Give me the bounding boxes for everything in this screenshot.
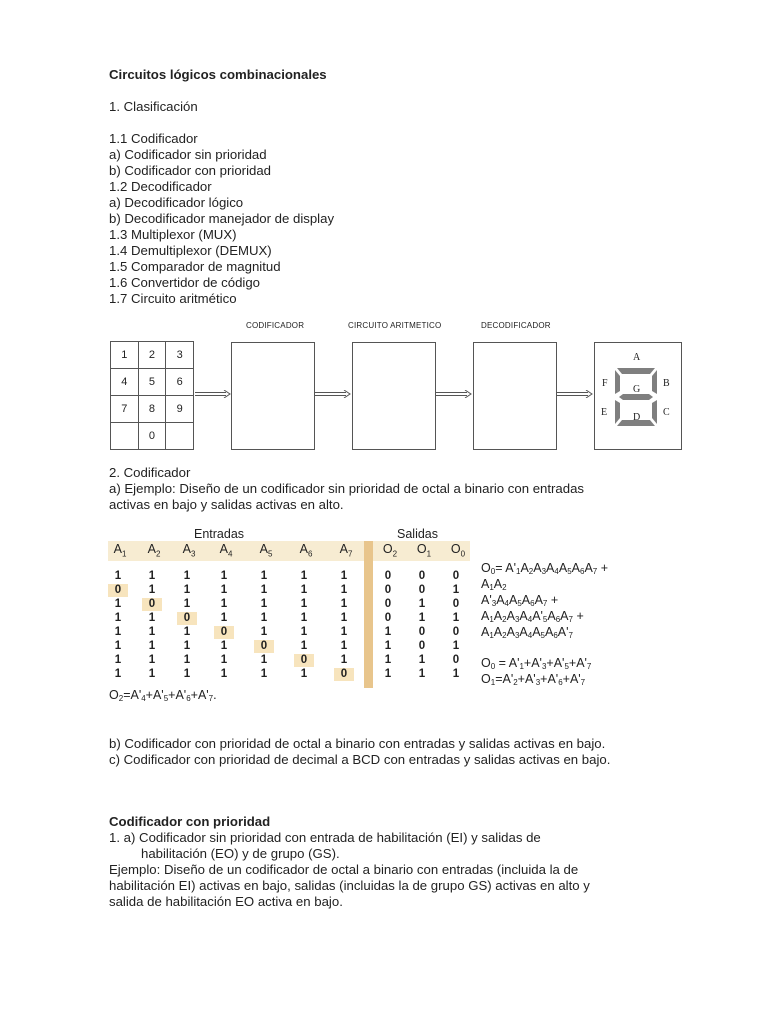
truth-table-header: $O_1$	[416, 542, 432, 559]
section-heading-clasificacion: 1. Clasificación	[109, 99, 198, 114]
truth-table-cell: 1	[114, 570, 122, 582]
truth-table-cell: 0	[108, 584, 128, 597]
circuito-aritmetico-block	[352, 342, 436, 450]
truth-table-cell: 1	[384, 640, 392, 652]
truth-table-cell: 1	[183, 668, 191, 680]
label-circuito-aritmetico: CIRCUITO ARITMETICO	[348, 321, 442, 330]
truth-table-cell: 1	[114, 626, 122, 638]
classification-item: 1.4 Demultiplexor (DEMUX)	[109, 243, 272, 258]
truth-table-cell: 1	[220, 570, 228, 582]
priority-item-line: habilitación (EO) y de grupo (GS).	[141, 846, 340, 861]
priority-item-line: 1. a) Codificador sin prioridad con entrada de habilitación (EI) y salidas de	[109, 830, 541, 845]
truth-table-cell: 1	[340, 640, 348, 652]
equation-line: $A_1A_2$	[481, 577, 507, 592]
keypad-key: 1	[111, 342, 139, 369]
section-heading-codificador: 2. Codificador	[109, 465, 191, 480]
truth-table-cell: 0	[384, 612, 392, 624]
segment-label-d: D	[633, 412, 641, 423]
arrow-icon	[195, 390, 231, 398]
truth-table-cell: 1	[114, 668, 122, 680]
truth-table-cell: 1	[148, 612, 156, 624]
decodificador-block	[473, 342, 557, 450]
truth-table-cell: 1	[340, 570, 348, 582]
truth-table-cell: 1	[148, 570, 156, 582]
truth-table-header: $A_6$	[299, 542, 313, 559]
truth-table-cell: 1	[183, 598, 191, 610]
label-codificador: CODIFICADOR	[246, 321, 305, 330]
classification-item: 1.1 Codificador	[109, 131, 198, 146]
outputs-title: Salidas	[397, 527, 438, 541]
truth-table-cell: 0	[334, 668, 354, 681]
truth-table-cell: 1	[452, 640, 460, 652]
equation-line: $A_1A_2A_3A_4A'_5A_6A_7$ +	[481, 609, 584, 624]
truth-table-cell: 0	[452, 626, 460, 638]
classification-item: 1.5 Comparador de magnitud	[109, 259, 281, 274]
truth-table-cell: 1	[148, 584, 156, 596]
priority-line-c: c) Codificador con prioridad de decimal a BCD con entradas y salidas activas en bajo.	[109, 752, 611, 767]
truth-table-cell: 1	[260, 626, 268, 638]
truth-table-cell: 0	[214, 626, 234, 639]
segment-label-b: B	[663, 378, 670, 389]
truth-table-cell: 1	[183, 626, 191, 638]
truth-table-cell: 0	[384, 570, 392, 582]
truth-table-cell: 1	[183, 584, 191, 596]
truth-table-cell: 1	[418, 598, 426, 610]
classification-item: a) Decodificador lógico	[109, 195, 244, 210]
example-text-line: a) Ejemplo: Diseño de un codificador sin prioridad de octal a binario con entradas	[109, 481, 585, 496]
keypad-key: 4	[111, 369, 139, 396]
truth-table-cell: 1	[220, 598, 228, 610]
truth-table-cell: 1	[148, 640, 156, 652]
arrow-icon	[557, 390, 593, 398]
truth-table-cell: 1	[300, 640, 308, 652]
truth-table-cell: 1	[148, 668, 156, 680]
truth-table-cell: 1	[340, 612, 348, 624]
truth-table-cell: 1	[114, 640, 122, 652]
arrow-icon	[436, 390, 472, 398]
truth-table-cell: 1	[260, 570, 268, 582]
segment-label-c: C	[663, 407, 670, 418]
truth-table-cell: 1	[300, 626, 308, 638]
keypad-key: 2	[138, 342, 166, 369]
truth-table-header: $O_2$	[382, 542, 398, 559]
truth-table-header: $A_7$	[339, 542, 353, 559]
truth-table-cell: 1	[260, 598, 268, 610]
truth-table-cell: 1	[260, 668, 268, 680]
segment-b	[652, 370, 657, 394]
truth-table-cell: 0	[254, 640, 274, 653]
equation-line: $A_1A_2A_3A_4A_5A_6A'_7$	[481, 625, 573, 640]
priority-example-line: habilitación EI) activas en bajo, salidas (incluidas la de grupo GS) activas en alto y	[109, 878, 590, 893]
keypad-key: 9	[166, 396, 194, 423]
priority-section-heading: Codificador con prioridad	[109, 814, 271, 829]
classification-item: b) Decodificador manejador de display	[109, 211, 335, 226]
classification-item: 1.7 Circuito aritmético	[109, 291, 237, 306]
keypad-key	[166, 423, 194, 450]
truth-table-cell: 1	[148, 626, 156, 638]
truth-table-cell: 1	[452, 612, 460, 624]
truth-table-cell: 0	[418, 640, 426, 652]
segment-a	[617, 368, 655, 374]
keypad-key: 5	[138, 369, 166, 396]
truth-table-separator	[364, 541, 373, 688]
truth-table-cell: 1	[340, 654, 348, 666]
codificador-block	[231, 342, 315, 450]
seven-segment-display	[594, 342, 682, 450]
o2-simplified-equation: $O_2=A'_4+A'_5+A'_6+A'_7$.	[109, 688, 217, 703]
truth-table-cell: 0	[384, 584, 392, 596]
truth-table-cell: 0	[294, 654, 314, 667]
truth-table-header: $A_4$	[219, 542, 233, 559]
truth-table-cell: 1	[452, 668, 460, 680]
truth-table-cell: 1	[384, 626, 392, 638]
segment-label-e: E	[601, 407, 608, 418]
truth-table-cell: 1	[418, 612, 426, 624]
truth-table-cell: 0	[177, 612, 197, 625]
label-decodificador: DECODIFICADOR	[481, 321, 551, 330]
truth-table-cell: 0	[452, 654, 460, 666]
truth-table-header: $A_1$	[113, 542, 127, 559]
classification-item: 1.3 Multiplexor (MUX)	[109, 227, 237, 242]
keypad-key: 0	[138, 423, 166, 450]
priority-example-line: salida de habilitación EO activa en bajo.	[109, 894, 343, 909]
truth-table-cell: 1	[384, 654, 392, 666]
page-title: Circuitos lógicos combinacionales	[109, 67, 327, 82]
truth-table-header: $O_0$	[450, 542, 466, 559]
truth-table-cell: 1	[114, 654, 122, 666]
truth-table-cell: 1	[260, 584, 268, 596]
example-text-line: activas en bajo y salidas activas en alto.	[109, 497, 344, 512]
segment-c	[652, 400, 657, 424]
equation-line: $A'_3A_4A_5A_6A_7$ +	[481, 593, 559, 608]
truth-table-cell: 1	[300, 570, 308, 582]
inputs-title: Entradas	[194, 527, 245, 541]
truth-table-cell: 1	[114, 612, 122, 624]
truth-table-cell: 1	[220, 668, 228, 680]
priority-line-b: b) Codificador con prioridad de octal a binario con entradas y salidas activas en bajo.	[109, 736, 606, 751]
truth-table-header: $A_3$	[182, 542, 196, 559]
truth-table-cell: 0	[418, 584, 426, 596]
truth-table-cell: 1	[220, 654, 228, 666]
truth-table-cell: 1	[220, 640, 228, 652]
truth-table-cell: 0	[142, 598, 162, 611]
truth-table-header: $A_2$	[147, 542, 161, 559]
truth-table-cell: 1	[340, 626, 348, 638]
classification-item: 1.6 Convertidor de código	[109, 275, 261, 290]
truth-table-cell: 1	[340, 598, 348, 610]
truth-table-cell: 1	[260, 612, 268, 624]
truth-table-header: $A_5$	[259, 542, 273, 559]
truth-table-cell: 1	[183, 570, 191, 582]
classification-item: a) Codificador sin prioridad	[109, 147, 267, 162]
truth-table	[108, 527, 470, 688]
classification-item: b) Codificador con prioridad	[109, 163, 271, 178]
truth-table-cell: 1	[148, 654, 156, 666]
truth-table-cell: 1	[384, 668, 392, 680]
equation-line: $O_0= A'_1A_2A_3A_4A_5A_6A_7$ +	[481, 561, 609, 576]
segment-label-g: G	[633, 384, 641, 395]
truth-table-cell: 0	[384, 598, 392, 610]
keypad-key	[111, 423, 139, 450]
keypad-key: 6	[166, 369, 194, 396]
truth-table-cell: 1	[183, 654, 191, 666]
o1-simplified-equation: $O_1=A'_2+A'_3+A'_6+A'_7$	[481, 672, 586, 687]
segment-label-f: F	[602, 378, 608, 389]
truth-table-cell: 1	[300, 612, 308, 624]
truth-table-cell: 1	[300, 668, 308, 680]
segment-e	[615, 400, 620, 424]
classification-item: 1.2 Decodificador	[109, 179, 212, 194]
truth-table-cell: 1	[300, 598, 308, 610]
o0-simplified-equation: $O_0 = A'_1+A'_3+A'_5+A'_7$	[481, 656, 592, 671]
priority-example-line: Ejemplo: Diseño de un codificador de octal a binario con entradas (incluida la de	[109, 862, 579, 877]
truth-table-cell: 1	[220, 584, 228, 596]
truth-table-cell: 0	[452, 598, 460, 610]
truth-table-cell: 1	[220, 612, 228, 624]
arrow-icon	[315, 390, 351, 398]
truth-table-cell: 1	[340, 584, 348, 596]
keypad-grid	[110, 341, 194, 450]
truth-table-cell: 1	[183, 640, 191, 652]
truth-table-cell: 0	[418, 626, 426, 638]
truth-table-cell: 0	[452, 570, 460, 582]
seven-segment-icon	[595, 343, 681, 449]
truth-table-cell: 1	[300, 584, 308, 596]
truth-table-cell: 1	[418, 654, 426, 666]
segment-f	[615, 370, 620, 394]
truth-table-cell: 1	[260, 654, 268, 666]
truth-table-cell: 1	[418, 668, 426, 680]
segment-label-a: A	[633, 352, 641, 363]
truth-table-cell: 0	[418, 570, 426, 582]
truth-table-cell: 1	[114, 598, 122, 610]
truth-table-cell: 1	[452, 584, 460, 596]
keypad-key: 8	[138, 396, 166, 423]
keypad-key: 3	[166, 342, 194, 369]
keypad-key: 7	[111, 396, 139, 423]
